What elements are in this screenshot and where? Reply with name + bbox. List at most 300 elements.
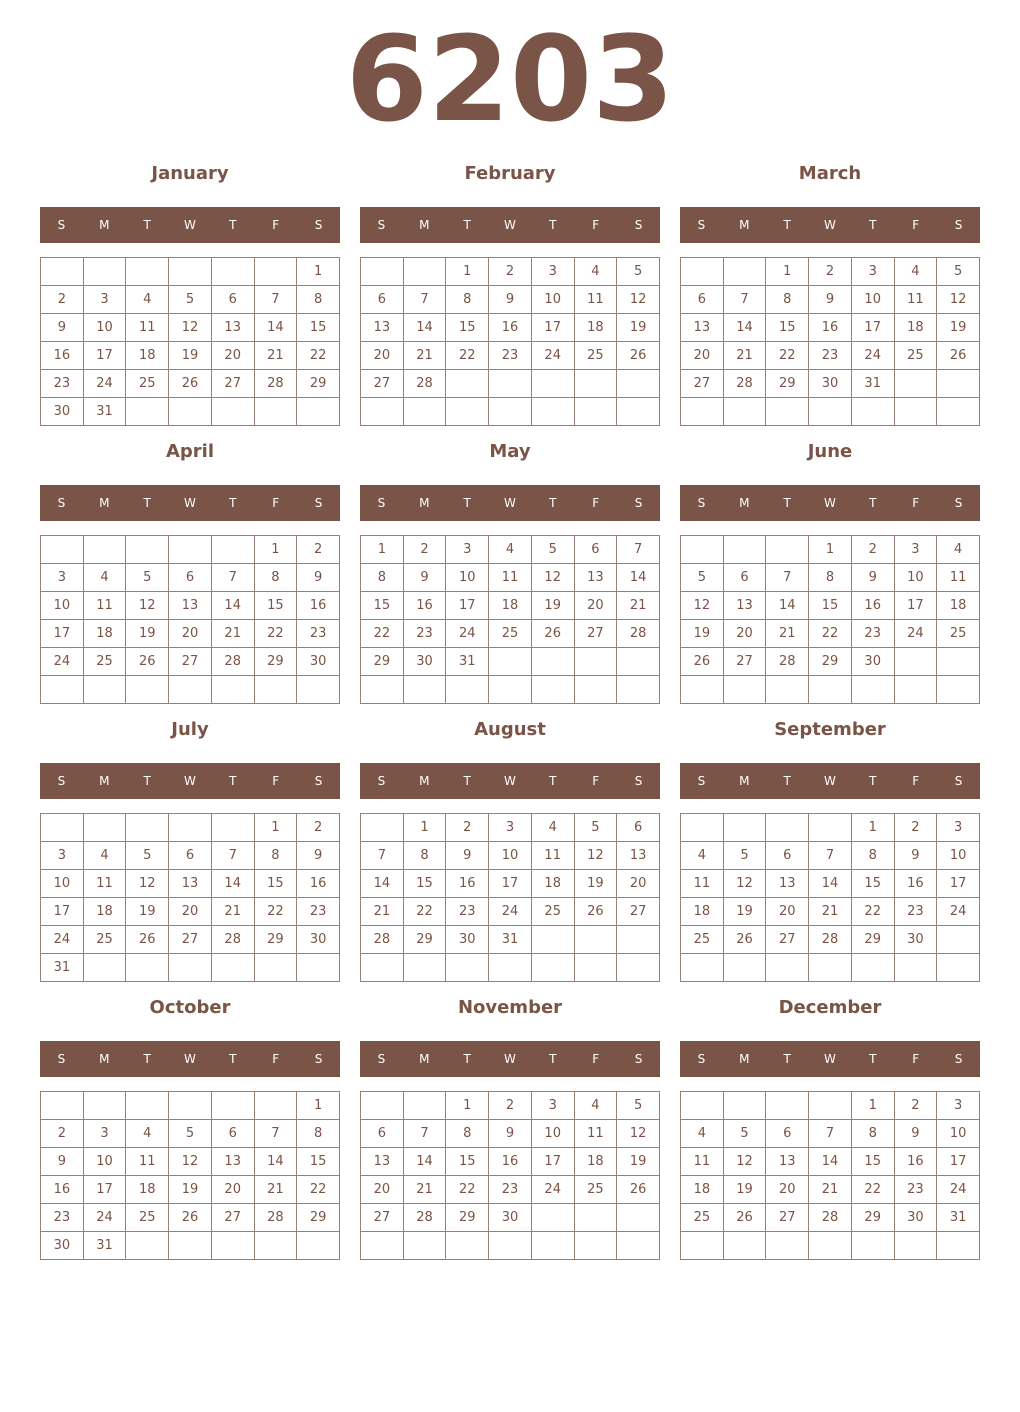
day-cell: 23	[446, 898, 489, 926]
empty-cell	[212, 536, 255, 564]
empty-cell	[489, 1232, 532, 1260]
day-cell: 2	[489, 1092, 532, 1120]
day-cell: 22	[255, 620, 298, 648]
day-cell: 11	[126, 314, 169, 342]
weekday-label: S	[954, 774, 963, 788]
day-cell: 1	[446, 258, 489, 286]
day-cell: 11	[532, 842, 575, 870]
day-cell: 8	[297, 286, 340, 314]
day-cell: 18	[575, 1148, 618, 1176]
day-cell: 21	[809, 898, 852, 926]
empty-cell	[41, 258, 84, 286]
day-cell: 2	[489, 258, 532, 286]
empty-cell	[532, 926, 575, 954]
weekday-label: M	[99, 774, 110, 788]
day-cell: 23	[809, 342, 852, 370]
day-cell: 3	[937, 1092, 980, 1120]
day-cell: 24	[532, 342, 575, 370]
day-cell: 25	[681, 1204, 724, 1232]
day-cell: 19	[169, 342, 212, 370]
empty-cell	[404, 676, 447, 704]
weekday-label: M	[99, 218, 110, 232]
day-cell: 14	[766, 592, 809, 620]
empty-cell	[809, 1232, 852, 1260]
empty-cell	[255, 398, 298, 426]
empty-cell	[361, 814, 404, 842]
day-cell: 12	[575, 842, 618, 870]
day-cell: 26	[575, 898, 618, 926]
day-cell: 7	[212, 564, 255, 592]
empty-cell	[446, 1232, 489, 1260]
empty-cell	[41, 676, 84, 704]
day-cell: 17	[446, 592, 489, 620]
empty-cell	[681, 954, 724, 982]
empty-cell	[724, 1232, 767, 1260]
day-cell: 16	[852, 592, 895, 620]
day-cell: 17	[84, 1176, 127, 1204]
empty-cell	[532, 1232, 575, 1260]
day-cell: 3	[895, 536, 938, 564]
empty-cell	[41, 536, 84, 564]
weekday-label: T	[143, 218, 151, 232]
day-cell: 23	[852, 620, 895, 648]
day-cell: 9	[41, 314, 84, 342]
day-cell: 26	[126, 926, 169, 954]
weekday-label: M	[739, 218, 750, 232]
day-cell: 25	[895, 342, 938, 370]
empty-cell	[766, 1232, 809, 1260]
weekday-label: S	[57, 496, 66, 510]
weekday-label: T	[783, 496, 791, 510]
weekday-label: F	[592, 496, 600, 510]
weekday-label: T	[869, 1052, 877, 1066]
day-cell: 25	[575, 1176, 618, 1204]
day-cell: 21	[724, 342, 767, 370]
empty-cell	[255, 676, 298, 704]
day-grid	[40, 813, 340, 982]
day-cell: 18	[126, 342, 169, 370]
day-cell: 31	[852, 370, 895, 398]
month-september	[680, 716, 980, 994]
day-cell: 1	[446, 1092, 489, 1120]
weekday-label: T	[869, 774, 877, 788]
weekday-label: M	[419, 496, 430, 510]
month-name: May	[489, 441, 531, 462]
day-cell: 21	[212, 620, 255, 648]
empty-cell	[126, 1232, 169, 1260]
empty-cell	[212, 1092, 255, 1120]
day-cell: 8	[852, 1120, 895, 1148]
month-name: July	[171, 719, 209, 740]
empty-cell	[41, 1092, 84, 1120]
month-june	[680, 438, 980, 716]
empty-cell	[361, 954, 404, 982]
day-cell: 20	[766, 898, 809, 926]
day-cell: 26	[126, 648, 169, 676]
day-cell: 21	[361, 898, 404, 926]
empty-cell	[361, 258, 404, 286]
day-cell: 23	[41, 1204, 84, 1232]
day-cell: 20	[361, 1176, 404, 1204]
weekday-label: M	[739, 774, 750, 788]
day-cell: 25	[575, 342, 618, 370]
day-cell: 22	[446, 342, 489, 370]
empty-cell	[404, 398, 447, 426]
day-cell: 22	[297, 342, 340, 370]
weekday-label: M	[419, 774, 430, 788]
day-cell: 26	[617, 342, 660, 370]
day-grid	[680, 1091, 980, 1260]
day-cell: 29	[404, 926, 447, 954]
day-cell: 23	[489, 342, 532, 370]
empty-cell	[937, 676, 980, 704]
day-grid	[40, 257, 340, 426]
empty-cell	[169, 258, 212, 286]
day-cell: 7	[404, 1120, 447, 1148]
day-cell: 29	[255, 926, 298, 954]
weekday-label: S	[377, 496, 386, 510]
day-cell: 13	[212, 1148, 255, 1176]
weekday-label: F	[592, 1052, 600, 1066]
empty-cell	[297, 676, 340, 704]
empty-cell	[532, 954, 575, 982]
day-cell: 1	[297, 1092, 340, 1120]
empty-cell	[532, 1204, 575, 1232]
day-cell: 29	[809, 648, 852, 676]
day-cell: 19	[617, 1148, 660, 1176]
weekday-label: S	[954, 1052, 963, 1066]
weekday-label: S	[57, 774, 66, 788]
empty-cell	[575, 1232, 618, 1260]
day-cell: 30	[852, 648, 895, 676]
weekday-label: M	[419, 1052, 430, 1066]
day-cell: 14	[404, 1148, 447, 1176]
day-cell: 26	[724, 926, 767, 954]
day-cell: 14	[809, 1148, 852, 1176]
day-cell: 4	[84, 842, 127, 870]
weekday-label: T	[783, 774, 791, 788]
day-cell: 15	[255, 592, 298, 620]
day-cell: 4	[895, 258, 938, 286]
day-cell: 14	[212, 592, 255, 620]
empty-cell	[809, 398, 852, 426]
day-cell: 18	[681, 898, 724, 926]
empty-cell	[681, 536, 724, 564]
empty-cell	[895, 676, 938, 704]
day-cell: 16	[404, 592, 447, 620]
empty-cell	[212, 954, 255, 982]
day-cell: 6	[617, 814, 660, 842]
weekday-label: M	[99, 496, 110, 510]
day-cell: 5	[724, 1120, 767, 1148]
day-cell: 6	[681, 286, 724, 314]
empty-cell	[809, 1092, 852, 1120]
weekday-label: T	[549, 496, 557, 510]
day-cell: 7	[724, 286, 767, 314]
day-cell: 13	[169, 870, 212, 898]
day-cell: 27	[212, 370, 255, 398]
month-july	[40, 716, 340, 994]
day-cell: 22	[852, 1176, 895, 1204]
day-cell: 19	[724, 898, 767, 926]
day-cell: 24	[489, 898, 532, 926]
day-cell: 30	[297, 648, 340, 676]
day-cell: 28	[212, 648, 255, 676]
empty-cell	[84, 954, 127, 982]
day-cell: 17	[852, 314, 895, 342]
day-cell: 13	[766, 1148, 809, 1176]
empty-cell	[724, 398, 767, 426]
day-cell: 30	[895, 926, 938, 954]
day-cell: 19	[575, 870, 618, 898]
day-cell: 13	[361, 1148, 404, 1176]
day-cell: 28	[255, 1204, 298, 1232]
day-cell: 20	[617, 870, 660, 898]
weekday-label: T	[783, 218, 791, 232]
month-name: March	[798, 163, 862, 184]
day-cell: 14	[255, 314, 298, 342]
day-cell: 22	[255, 898, 298, 926]
weekday-label: T	[783, 1052, 791, 1066]
day-cell: 17	[489, 870, 532, 898]
weekday-label: S	[634, 496, 643, 510]
day-cell: 16	[489, 314, 532, 342]
day-cell: 24	[852, 342, 895, 370]
day-cell: 11	[575, 1120, 618, 1148]
day-cell: 9	[895, 842, 938, 870]
day-cell: 16	[41, 342, 84, 370]
empty-cell	[126, 536, 169, 564]
day-cell: 16	[297, 870, 340, 898]
day-cell: 10	[446, 564, 489, 592]
day-cell: 16	[809, 314, 852, 342]
day-cell: 1	[297, 258, 340, 286]
empty-cell	[809, 954, 852, 982]
day-cell: 27	[766, 926, 809, 954]
weekday-label: S	[697, 218, 706, 232]
empty-cell	[681, 814, 724, 842]
day-cell: 6	[212, 1120, 255, 1148]
day-cell: 23	[41, 370, 84, 398]
empty-cell	[937, 648, 980, 676]
day-cell: 16	[41, 1176, 84, 1204]
day-cell: 20	[766, 1176, 809, 1204]
day-cell: 10	[84, 314, 127, 342]
day-cell: 3	[532, 1092, 575, 1120]
day-cell: 26	[532, 620, 575, 648]
day-cell: 4	[575, 258, 618, 286]
empty-cell	[126, 954, 169, 982]
empty-cell	[617, 676, 660, 704]
day-cell: 21	[255, 1176, 298, 1204]
day-cell: 17	[937, 1148, 980, 1176]
empty-cell	[361, 398, 404, 426]
day-cell: 22	[404, 898, 447, 926]
day-cell: 28	[212, 926, 255, 954]
day-cell: 5	[617, 1092, 660, 1120]
day-cell: 27	[361, 1204, 404, 1232]
empty-cell	[255, 258, 298, 286]
day-cell: 4	[489, 536, 532, 564]
weekday-label: S	[697, 496, 706, 510]
day-cell: 29	[297, 1204, 340, 1232]
empty-cell	[617, 370, 660, 398]
empty-cell	[126, 258, 169, 286]
day-cell: 13	[617, 842, 660, 870]
empty-cell	[617, 954, 660, 982]
day-cell: 17	[895, 592, 938, 620]
day-cell: 20	[212, 1176, 255, 1204]
empty-cell	[617, 1204, 660, 1232]
weekday-label: T	[143, 496, 151, 510]
day-cell: 16	[895, 870, 938, 898]
day-cell: 12	[937, 286, 980, 314]
day-cell: 20	[361, 342, 404, 370]
day-cell: 11	[575, 286, 618, 314]
day-cell: 21	[255, 342, 298, 370]
day-cell: 5	[937, 258, 980, 286]
day-cell: 30	[895, 1204, 938, 1232]
day-cell: 10	[532, 1120, 575, 1148]
day-cell: 6	[766, 842, 809, 870]
weekday-header	[680, 1041, 980, 1077]
day-cell: 6	[361, 1120, 404, 1148]
day-grid	[40, 535, 340, 704]
day-cell: 22	[809, 620, 852, 648]
empty-cell	[895, 648, 938, 676]
empty-cell	[575, 954, 618, 982]
day-cell: 25	[937, 620, 980, 648]
empty-cell	[126, 398, 169, 426]
day-cell: 21	[809, 1176, 852, 1204]
day-cell: 28	[724, 370, 767, 398]
day-cell: 9	[489, 1120, 532, 1148]
month-name: October	[149, 997, 231, 1018]
day-cell: 30	[809, 370, 852, 398]
day-cell: 6	[212, 286, 255, 314]
day-cell: 4	[126, 1120, 169, 1148]
weekday-label: T	[229, 218, 237, 232]
month-april	[40, 438, 340, 716]
day-cell: 31	[84, 398, 127, 426]
day-cell: 21	[617, 592, 660, 620]
day-cell: 23	[895, 898, 938, 926]
day-cell: 9	[297, 842, 340, 870]
empty-cell	[766, 1092, 809, 1120]
empty-cell	[212, 676, 255, 704]
weekday-label: F	[592, 774, 600, 788]
day-cell: 14	[255, 1148, 298, 1176]
weekday-label: S	[634, 774, 643, 788]
empty-cell	[937, 370, 980, 398]
day-cell: 2	[809, 258, 852, 286]
weekday-header	[40, 1041, 340, 1077]
empty-cell	[361, 1092, 404, 1120]
day-cell: 25	[126, 370, 169, 398]
day-cell: 10	[937, 842, 980, 870]
empty-cell	[532, 398, 575, 426]
day-cell: 12	[169, 1148, 212, 1176]
day-cell: 30	[404, 648, 447, 676]
day-cell: 31	[489, 926, 532, 954]
day-cell: 18	[681, 1176, 724, 1204]
day-cell: 18	[84, 898, 127, 926]
day-cell: 8	[404, 842, 447, 870]
day-cell: 19	[169, 1176, 212, 1204]
empty-cell	[809, 814, 852, 842]
weekday-label: S	[314, 1052, 323, 1066]
day-cell: 27	[169, 926, 212, 954]
day-cell: 17	[532, 314, 575, 342]
day-cell: 11	[895, 286, 938, 314]
day-cell: 17	[937, 870, 980, 898]
weekday-label: M	[739, 496, 750, 510]
month-december	[680, 994, 980, 1272]
weekday-label: T	[229, 1052, 237, 1066]
day-cell: 12	[617, 286, 660, 314]
weekday-label: T	[463, 496, 471, 510]
day-cell: 27	[766, 1204, 809, 1232]
day-cell: 24	[84, 1204, 127, 1232]
day-cell: 4	[532, 814, 575, 842]
weekday-label: T	[229, 774, 237, 788]
day-cell: 8	[297, 1120, 340, 1148]
month-name: August	[474, 719, 546, 740]
day-cell: 5	[617, 258, 660, 286]
day-cell: 2	[404, 536, 447, 564]
empty-cell	[937, 954, 980, 982]
day-cell: 10	[489, 842, 532, 870]
day-cell: 3	[937, 814, 980, 842]
weekday-label: T	[869, 218, 877, 232]
day-cell: 4	[575, 1092, 618, 1120]
weekday-label: T	[549, 218, 557, 232]
empty-cell	[895, 398, 938, 426]
weekday-header	[360, 763, 660, 799]
day-cell: 20	[575, 592, 618, 620]
empty-cell	[212, 258, 255, 286]
empty-cell	[895, 370, 938, 398]
day-cell: 29	[852, 926, 895, 954]
empty-cell	[766, 536, 809, 564]
day-cell: 3	[41, 564, 84, 592]
day-cell: 17	[41, 898, 84, 926]
weekday-label: S	[377, 1052, 386, 1066]
empty-cell	[766, 954, 809, 982]
day-grid	[680, 257, 980, 426]
day-cell: 4	[126, 286, 169, 314]
weekday-header	[360, 1041, 660, 1077]
empty-cell	[361, 676, 404, 704]
day-cell: 12	[724, 870, 767, 898]
day-cell: 27	[724, 648, 767, 676]
day-cell: 14	[404, 314, 447, 342]
day-cell: 6	[169, 564, 212, 592]
day-cell: 12	[724, 1148, 767, 1176]
empty-cell	[84, 814, 127, 842]
day-cell: 18	[84, 620, 127, 648]
day-cell: 7	[617, 536, 660, 564]
empty-cell	[84, 1092, 127, 1120]
empty-cell	[489, 676, 532, 704]
year-title: 6203	[345, 10, 675, 148]
day-cell: 3	[84, 1120, 127, 1148]
day-cell: 22	[297, 1176, 340, 1204]
day-cell: 15	[297, 1148, 340, 1176]
day-cell: 25	[84, 926, 127, 954]
day-cell: 1	[404, 814, 447, 842]
day-cell: 2	[895, 814, 938, 842]
